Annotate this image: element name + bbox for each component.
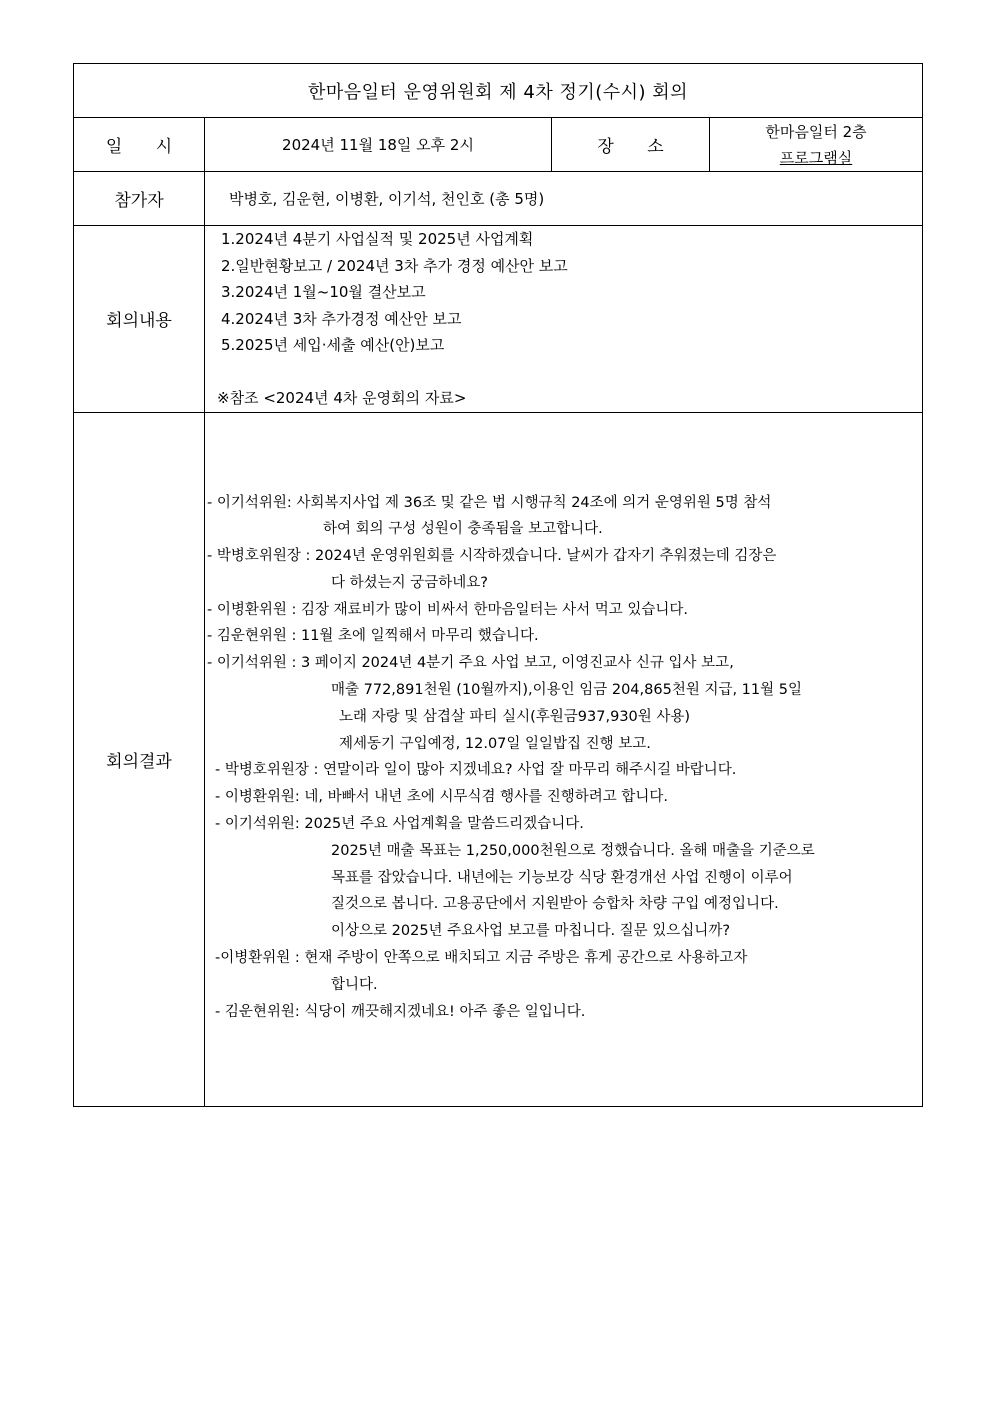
location-line-1: 한마음일터 2층 xyxy=(765,122,867,141)
result-label: 회의결과 xyxy=(74,412,205,1106)
result-line: -이병환위원 : 현재 주방이 안쪽으로 배치되고 지금 주방은 휴게 공간으로 사용하고자 xyxy=(215,950,748,967)
date-label: 일 시 xyxy=(74,118,205,172)
location-value xyxy=(710,118,923,172)
result-line: 노래 자랑 및 삼겹살 파티 실시(후원금937,930원 사용) xyxy=(339,708,691,725)
result-line: 질것으로 봅니다. 고용공단에서 지원받아 승합차 차량 구입 예정입니다. xyxy=(331,896,779,913)
result-line: - 박병호위원장 : 연말이라 일이 많아 지겠네요? 사업 잘 마무리 해주시길 바랍니다. xyxy=(215,762,737,779)
location-line-2: 프로그램실 xyxy=(779,148,853,167)
result-line: 목표를 잡았습니다. 내년에는 기능보강 식당 환경개선 사업 진행이 이루어 xyxy=(331,869,793,886)
result-line: - 이기석위원: 사회복지사업 제 36조 및 같은 법 시행규칙 24조에 의거 운영위원 5명 참석 xyxy=(207,494,772,511)
result-line: 이상으로 2025년 주요사업 보고를 마칩니다. 질문 있으십니까? xyxy=(331,923,731,940)
attendees-label: 참가자 xyxy=(74,172,205,226)
result-line: 하여 회의 구성 성원이 충족됨을 보고합니다. xyxy=(323,521,603,538)
result-line: - 이기석위원: 2025년 주요 사업계획을 말씀드리겠습니다. xyxy=(215,816,584,833)
content-item: 2.일반현황보고 / 2024년 3차 추가 경정 예산안 보고 xyxy=(221,256,568,275)
result-line: 2025년 매출 목표는 1,250,000천원으로 정했습니다. 올해 매출을 기준으로 xyxy=(331,842,815,859)
result-line: 매출 772,891천원 (10월까지),이용인 임금 204,865천원 지급, 11월 5일 xyxy=(331,682,802,699)
result-line: 다 하셨는지 궁금하네요? xyxy=(331,574,488,591)
result-line: - 이병환위원: 네, 바빠서 내년 초에 시무식겸 행사를 진행하려고 합니다. xyxy=(215,789,669,806)
result-line: - 김운현위원 : 11월 초에 일찍해서 마무리 했습니다. xyxy=(207,628,539,645)
meeting-minutes-table xyxy=(73,63,923,1107)
content-list xyxy=(205,226,923,413)
result-line: 제세동기 구입예정, 12.07일 일일밥집 진행 보고. xyxy=(339,735,651,752)
result-line: - 이기석위원 : 3 페이지 2024년 4분기 주요 사업 보고, 이영진교사 신규 입사 보고, xyxy=(207,655,734,672)
content-item: 5.2025년 세입·세출 예산(안)보고 xyxy=(221,336,445,354)
content-item: 3.2024년 1월~10월 결산보고 xyxy=(221,283,426,301)
content-label: 회의내용 xyxy=(74,226,205,413)
result-line: 합니다. xyxy=(331,976,378,993)
result-line: - 이병환위원 : 김장 재료비가 많이 비싸서 한마음일터는 사서 먹고 있습니다. xyxy=(207,601,689,618)
result-body xyxy=(205,412,923,1106)
content-item: 1.2024년 4분기 사업실적 및 2025년 사업계획 xyxy=(221,230,534,248)
document-title: 한마음일터 운영위원회 제 4차 정기(수시) 회의 xyxy=(74,64,923,118)
date-value: 2024년 11월 18일 오후 2시 xyxy=(205,118,552,172)
attendees-value: 박병호, 김운현, 이병환, 이기석, 천인호 (총 5명) xyxy=(205,172,923,226)
content-item: 4.2024년 3차 추가경정 예산안 보고 xyxy=(221,309,462,328)
result-line: - 김운현위원: 식당이 깨끗해지겠네요! 아주 좋은 일입니다. xyxy=(215,1003,586,1020)
location-label: 장 소 xyxy=(552,118,710,172)
content-blank-line xyxy=(205,359,922,386)
result-line: - 박병호위원장 : 2024년 운영위원회를 시작하겠습니다. 날씨가 갑자기 추워졌는데 김장은 xyxy=(207,548,777,565)
content-reference-note: ※참조 <2024년 4차 운영회의 자료> xyxy=(217,389,467,407)
